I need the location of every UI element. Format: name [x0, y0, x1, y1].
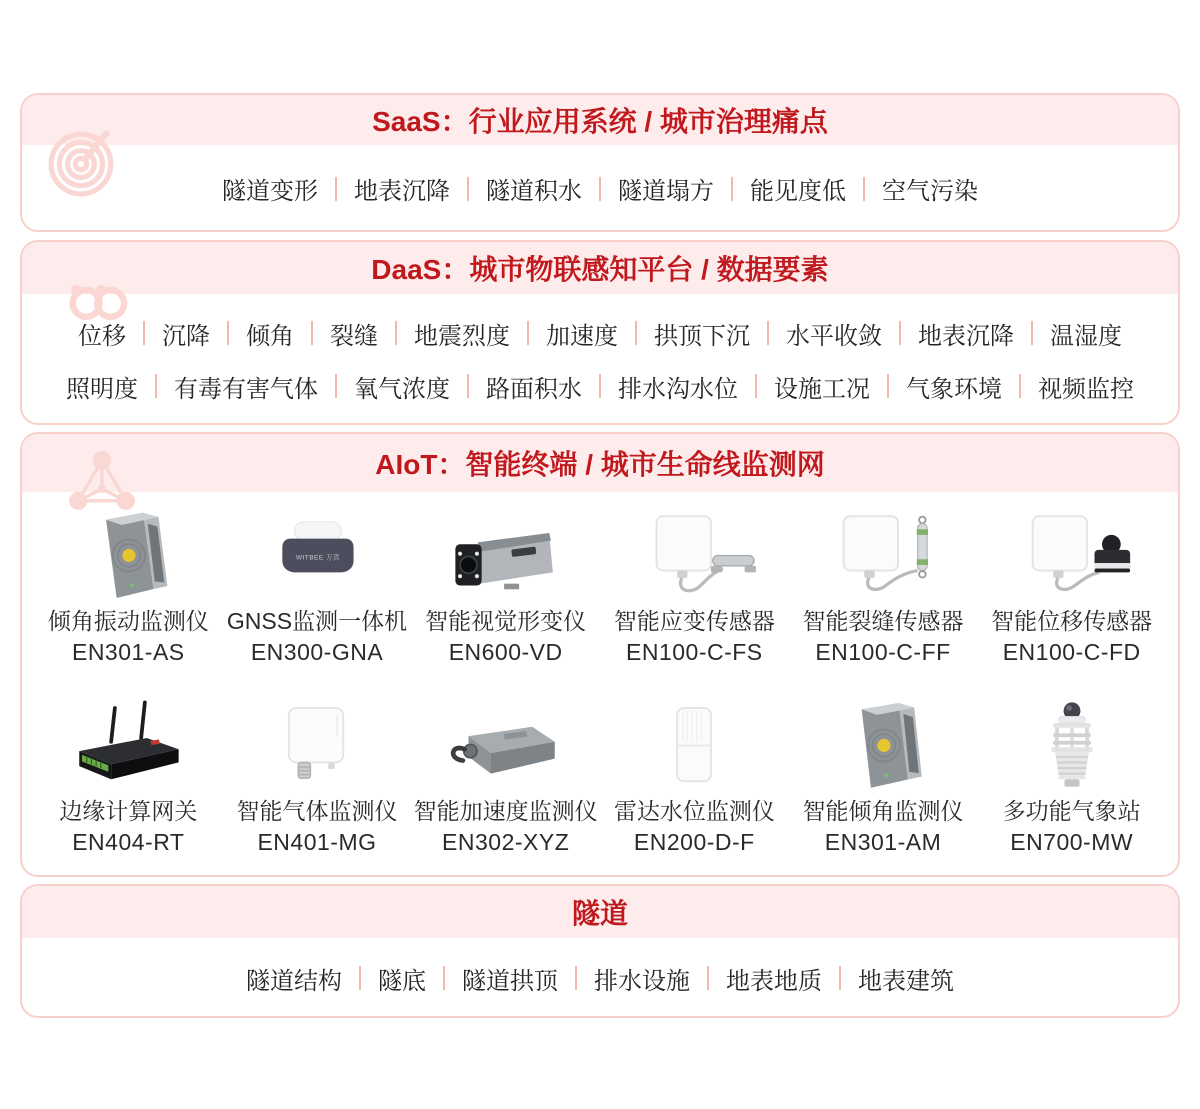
gnss-monitor-image: [242, 504, 392, 606]
tunnel-items: [22, 938, 1178, 1018]
tilt-monitor-image: [808, 694, 958, 796]
daas-item: 地震烈度: [378, 316, 510, 351]
product-model: EN700-MW: [1010, 829, 1134, 855]
product-model: EN100-C-FF: [815, 639, 951, 665]
saas-header: [22, 95, 1178, 145]
daas-item: 设施工况: [738, 369, 870, 404]
product-name: 倾角振动监测仪: [47, 608, 209, 634]
tunnel-header: [22, 886, 1178, 938]
product-name: 智能气体监测仪: [236, 798, 398, 824]
daas-item: 倾角: [210, 316, 294, 351]
daas-row-2: [22, 360, 1178, 413]
daas-item: 加速度: [510, 316, 618, 351]
saas-pain-points: [22, 145, 1178, 232]
daas-item: 沉降: [126, 316, 210, 351]
vision-camera-image: [431, 504, 581, 606]
daas-item: 水平收敛: [750, 316, 882, 351]
product-model: EN600-VD: [448, 639, 563, 665]
tunnel-title: 隧道: [571, 898, 628, 929]
daas-header: [22, 242, 1178, 294]
tunnel-item: 隧道拱顶: [426, 961, 558, 996]
daas-title: DaaS：城市物联感知平台 / 数据要素: [371, 254, 829, 285]
aiot-title: AIoT：智能终端 / 城市生命线监测网: [375, 449, 825, 480]
product-name: 多功能气象站: [1002, 798, 1141, 824]
daas-item: 温湿度: [1014, 316, 1122, 351]
product-model: EN300-GNA: [250, 639, 384, 665]
saas-item: 隧道积水: [450, 171, 582, 206]
product-card: [977, 504, 1166, 694]
product-card: [600, 504, 789, 694]
product-model: EN301-AM: [824, 829, 942, 855]
crack-sensor-image: [808, 504, 958, 606]
product-name: 智能应变传感器: [613, 608, 775, 634]
product-name: 智能裂缝传感器: [802, 608, 964, 634]
product-name: 边缘计算网关: [59, 798, 198, 824]
saas-item: 能见度低: [714, 171, 846, 206]
saas-item: 地表沉降: [318, 171, 450, 206]
accelerometer-image: [431, 694, 581, 796]
product-card: [223, 694, 412, 877]
product-card: [789, 504, 978, 694]
saas-item: 空气污染: [846, 171, 978, 206]
saas-title: SaaS：行业应用系统 / 城市治理痛点: [372, 106, 828, 137]
tunnel-item: 地表建筑: [822, 961, 954, 996]
product-card: [34, 694, 223, 877]
product-card: [34, 504, 223, 694]
product-name: 智能位移传感器: [991, 608, 1153, 634]
tunnel-item: 地表地质: [690, 961, 822, 996]
product-model: EN302-XYZ: [442, 829, 570, 855]
daas-item: 地表沉降: [882, 316, 1014, 351]
product-card: [977, 694, 1166, 877]
gas-monitor-image: [242, 694, 392, 796]
product-model: EN200-D-F: [633, 829, 755, 855]
daas-item: 位移: [78, 322, 126, 350]
tunnel-item: 隧底: [342, 961, 426, 996]
daas-item: 氧气浓度: [318, 369, 450, 404]
product-card: [223, 504, 412, 694]
product-name: 智能倾角监测仪: [802, 798, 964, 824]
product-model: EN404-RT: [72, 829, 185, 855]
saas-item: 隧道变形: [222, 178, 318, 205]
daas-item: 排水沟水位: [582, 369, 738, 404]
daas-item: 视频监控: [1002, 369, 1134, 404]
product-name: GNSS监测一体机: [226, 608, 408, 634]
daas-data-elements: [22, 294, 1178, 425]
daas-item: 照明度: [66, 375, 138, 403]
aiot-product-grid: [22, 492, 1178, 877]
product-name: 雷达水位监测仪: [613, 798, 775, 824]
tunnel-item: 排水设施: [558, 961, 690, 996]
product-card: [411, 694, 600, 877]
daas-item: 裂缝: [294, 316, 378, 351]
aiot-card: [20, 432, 1180, 877]
product-name: 智能加速度监测仪: [413, 798, 598, 824]
tunnel-item: 隧道结构: [246, 967, 342, 995]
displacement-sensor-image: [997, 504, 1147, 606]
saas-item: 隧道塌方: [582, 171, 714, 206]
product-model: EN100-C-FD: [1002, 639, 1141, 665]
edge-gateway-image: [53, 694, 203, 796]
product-card: [600, 694, 789, 877]
daas-item: 路面积水: [450, 369, 582, 404]
saas-card: [20, 93, 1180, 232]
daas-item: 有毒有害气体: [138, 369, 318, 404]
daas-item: 拱顶下沉: [618, 316, 750, 351]
product-model: EN100-C-FS: [626, 639, 763, 665]
aiot-header: [22, 434, 1178, 492]
product-card: [789, 694, 978, 877]
daas-row-1: [22, 307, 1178, 360]
product-model: EN401-MG: [257, 829, 377, 855]
product-name: 智能视觉形变仪: [425, 608, 587, 634]
daas-card: [20, 240, 1180, 425]
product-model: EN301-AS: [71, 639, 185, 665]
radar-level-gauge-image: [619, 694, 769, 796]
tunnel-card: [20, 884, 1180, 1018]
tilt-vibration-sensor-image: [53, 504, 203, 606]
strain-sensor-image: [619, 504, 769, 606]
device-brand-label: WITBEE 万宾: [295, 554, 341, 562]
daas-item: 气象环境: [870, 369, 1002, 404]
weather-station-image: [997, 694, 1147, 796]
product-card: [411, 504, 600, 694]
